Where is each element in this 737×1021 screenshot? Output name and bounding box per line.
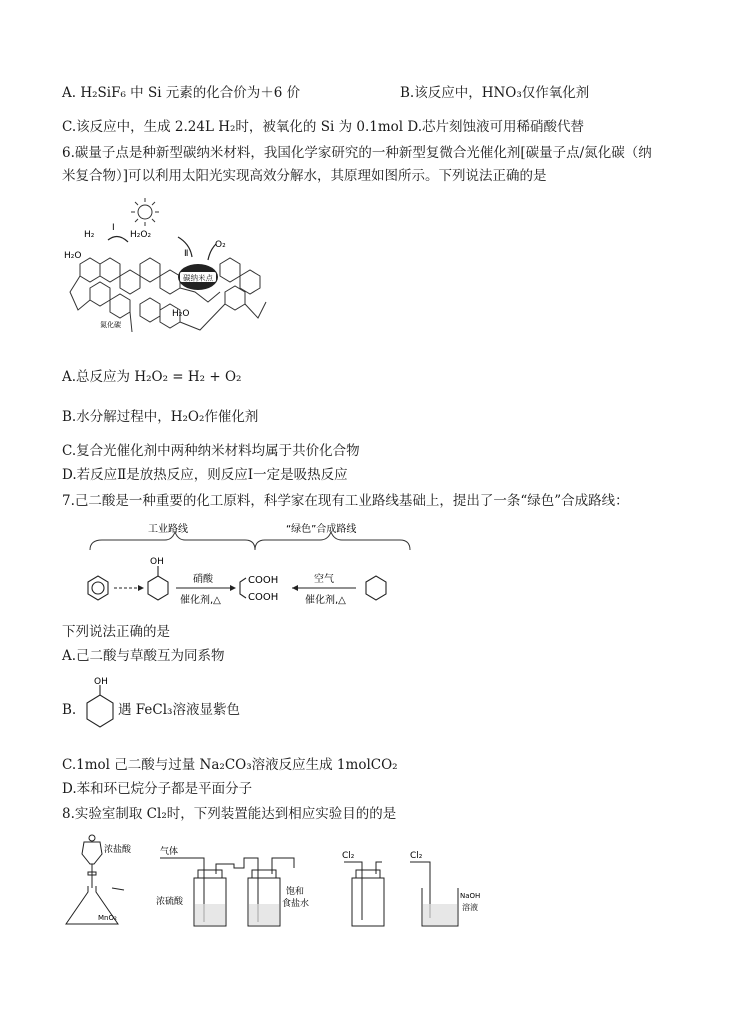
label-conc-h2so4: 浓硫酸 (156, 897, 184, 907)
cooh-bottom: COOH (248, 592, 279, 603)
label-conc-hcl: 浓盐酸 (104, 845, 132, 855)
label-ii: Ⅱ (184, 249, 189, 259)
reagent-nitric-acid: 硝酸 (193, 574, 213, 585)
q7-option-d: D.苯和环已烷分子都是平面分子 (62, 781, 253, 797)
label-naoh-2: 溶液 (462, 903, 478, 912)
adipic-acid-route-figure (60, 520, 430, 618)
oh-label: OH (150, 557, 164, 567)
q7-prompt: 下列说法正确的是 (62, 624, 170, 640)
cooh-top: COOH (248, 575, 279, 586)
q7-option-b-text: 遇 FeCl₃溶液显紫色 (118, 702, 240, 718)
q8-stem: 8.实验室制取 Cl₂时，下列装置能达到相应实验目的的是 (62, 806, 397, 822)
q6-stem-line1: 6.碳量子点是种新型碳纳米材料，我国化学家研究的一种新型复微合光催化剂[碳量子点/氮化碳（纳 (62, 145, 652, 161)
benzene-structure (88, 576, 108, 600)
q6-option-c: C.复合光催化剂中两种纳米材料均属于共价化合物 (62, 443, 360, 459)
q7-option-b-structure (82, 675, 122, 735)
cyclohexanol-structure (148, 566, 168, 600)
label-h2o-left: H₂O (64, 251, 82, 261)
label-mno2: MnO₂ (98, 914, 117, 922)
q5-option-cd: C.该反应中，生成 2.24L H₂时，被氧化的 Si 为 0.1mol D.芯片刻蚀液可用稀硝酸代替 (62, 119, 585, 135)
reagent-catalyst-left: 催化剂,△ (180, 595, 221, 606)
sun-icon (131, 198, 159, 226)
q5-option-b: B.该反应中，HNO₃仅作氧化剂 (400, 85, 590, 101)
q6-option-a: A.总反应为 H₂O₂ = H₂ + O₂ (62, 369, 242, 385)
q7-option-b-oh: OH (94, 677, 108, 687)
q7-option-b-label: B. (62, 702, 77, 718)
cyclohexane-structure (366, 576, 386, 600)
label-saturated-1: 饱和 (286, 887, 305, 897)
industrial-route-label: 工业路线 (148, 524, 188, 535)
apparatus-c (344, 862, 384, 926)
q5-option-a: A. H₂SiF₆ 中 Si 元素的化合价为＋6 价 (62, 85, 301, 101)
reagent-catalyst-right: 催化剂,△ (305, 595, 346, 606)
label-cl2-c: Cl₂ (342, 851, 355, 861)
label-cl2-d: Cl₂ (410, 851, 423, 861)
apparatus-figure (58, 828, 498, 932)
q6-stem-line2: 米复合物）]可以利用太阳光实现高效分解水，其原理如图所示。下列说法正确的是 (62, 168, 547, 184)
carbon-dot-label: 碳纳米点 (183, 273, 213, 283)
label-h2o-bottom: H₂O (172, 309, 190, 319)
label-h2: H₂ (84, 230, 95, 240)
q6-option-b: B.水分解过程中，H₂O₂作催化剂 (62, 409, 259, 425)
q6-option-d: D.若反应Ⅱ是放热反应，则反应Ⅰ一定是吸热反应 (62, 467, 348, 483)
label-nitride: 氮化碳 (100, 321, 121, 329)
label-o2: O₂ (215, 240, 226, 250)
label-gas: 气体 (160, 847, 179, 857)
label-h2o2: H₂O₂ (130, 230, 152, 240)
q7-option-c: C.1mol 己二酸与过量 Na₂CO₃溶液反应生成 1molCO₂ (62, 757, 398, 773)
arrow-i (108, 236, 128, 242)
label-naoh-1: NaOH (460, 892, 481, 900)
photocatalyst-figure (60, 192, 275, 347)
q7-option-a: A.己二酸与草酸互为同系物 (62, 648, 225, 664)
reagent-air: 空气 (314, 574, 334, 585)
q7-stem: 7.己二酸是一种重要的化工原料，科学家在现有工业路线基础上，提出了一条“绿色”合成路线： (62, 493, 629, 509)
green-route-label: “绿色”合成路线 (286, 524, 357, 535)
label-saturated-2: 食盐水 (282, 899, 310, 909)
label-i: Ⅰ (112, 223, 115, 233)
